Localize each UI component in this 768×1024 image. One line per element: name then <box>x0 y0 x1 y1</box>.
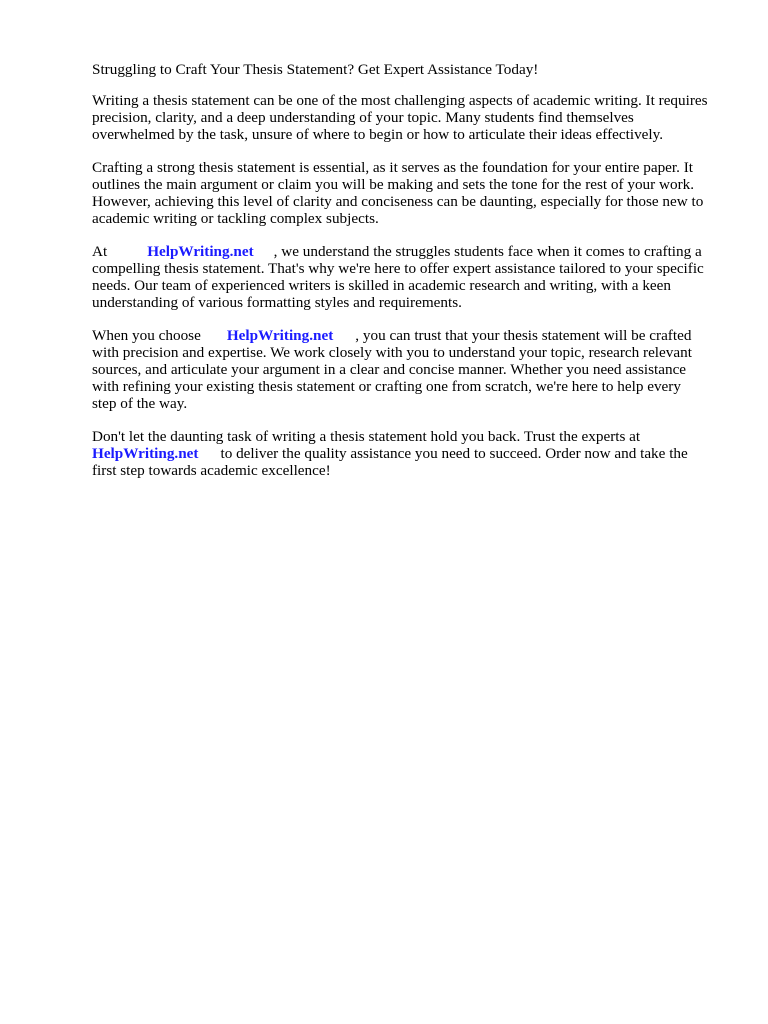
paragraph-line-with-link <box>92 445 728 462</box>
paragraph-line: needs. Our team of experienced writers is skilled in academic research and writing, with a keen <box>92 277 672 294</box>
lead-text: At <box>92 243 108 260</box>
paragraph-line: overwhelmed by the task, unsure of where to begin or how to articulate their ideas effectively. <box>92 126 664 143</box>
paragraph-line: compelling thesis statement. That's why we're here to offer expert assistance tailored to your specific <box>92 260 704 277</box>
paragraph-line: Crafting a strong thesis statement is essential, as it serves as the foundation for your entire paper. It <box>92 159 694 176</box>
paragraph-closing <box>92 428 728 479</box>
paragraph-line: However, achieving this level of clarity and conciseness can be daunting, especially for those new to <box>92 193 704 210</box>
paragraph-line: step of the way. <box>92 395 188 412</box>
paragraph-line: with refining your existing thesis statement or crafting one from scratch, we're here to help every <box>92 378 681 395</box>
after-link-text: , we understand the struggles students face when it comes to crafting a <box>273 243 702 260</box>
paragraph-line: with precision and expertise. We work closely with you to understand your topic, research relevant <box>92 344 692 361</box>
helpwriting-link[interactable]: HelpWriting.net <box>147 243 254 260</box>
after-link-text: , you can trust that your thesis statement will be crafted <box>355 327 692 344</box>
paragraph-line: Don't let the daunting task of writing a thesis statement hold you back. Trust the experts at <box>92 428 641 445</box>
lead-text: When you choose <box>92 327 201 344</box>
paragraph-line: academic writing or tackling complex subjects. <box>92 210 379 227</box>
paragraph-intro <box>92 92 728 143</box>
paragraph-line: sources, and articulate your argument in a clear and concise manner. Whether you need assistance <box>92 361 687 378</box>
helpwriting-link[interactable]: HelpWriting.net <box>92 445 199 462</box>
paragraph-line: outlines the main argument or claim you will be making and sets the tone for the rest of your work. <box>92 176 695 193</box>
document-title: Struggling to Craft Your Thesis Statement? Get Expert Assistance Today! <box>92 61 539 78</box>
paragraph-service <box>92 243 728 311</box>
paragraph-line: Writing a thesis statement can be one of the most challenging aspects of academic writing. It requires <box>92 92 708 109</box>
paragraph-line-with-link <box>92 243 728 260</box>
paragraph-importance <box>92 159 728 227</box>
helpwriting-link[interactable]: HelpWriting.net <box>226 327 334 344</box>
paragraph-line: understanding of various formatting styles and requirements. <box>92 294 462 311</box>
paragraph-choose <box>92 327 728 412</box>
paragraph-line: precision, clarity, and a deep understanding of your topic. Many students find themselves <box>92 109 634 126</box>
paragraph-line-with-link <box>92 327 728 344</box>
after-link-text: to deliver the quality assistance you need to succeed. Order now and take the <box>220 445 688 462</box>
paragraph-line: first step towards academic excellence! <box>92 462 331 479</box>
